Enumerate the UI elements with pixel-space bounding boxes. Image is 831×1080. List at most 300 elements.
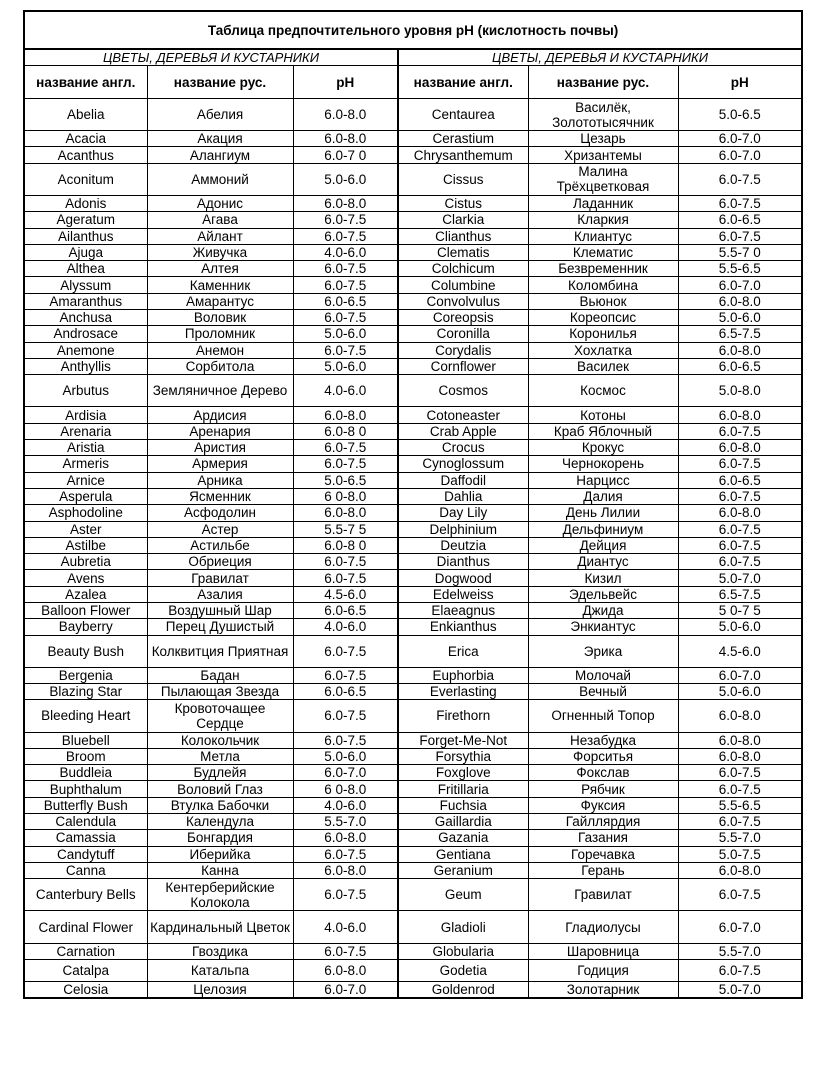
ph-right: 6.0-6.5	[678, 358, 802, 374]
plant-ru-right: Незабудка	[528, 732, 678, 748]
ph-right: 5.0-6.0	[678, 619, 802, 635]
table-row	[24, 846, 802, 862]
plant-en-right: Forsythia	[398, 748, 528, 764]
plant-en-left: Canna	[24, 862, 147, 878]
plant-ru-left: Обриеция	[147, 554, 293, 570]
ph-left: 5.0-6.5	[293, 472, 398, 488]
plant-ru-left: Гравилат	[147, 570, 293, 586]
plant-en-right: Godetia	[398, 959, 528, 981]
plant-ru-left: Бадан	[147, 667, 293, 683]
plant-en-right: Coronilla	[398, 326, 528, 342]
plant-en-left: Bayberry	[24, 619, 147, 635]
ph-left: 6.0-7.5	[293, 732, 398, 748]
table-row	[24, 554, 802, 570]
plant-ru-right: Джида	[528, 602, 678, 618]
table-row	[24, 326, 802, 342]
ph-left: 6.0-8.0	[293, 131, 398, 147]
plant-en-left: Catalpa	[24, 959, 147, 981]
plant-ru-right: Фокслав	[528, 765, 678, 781]
ph-right: 6.0-6.5	[678, 472, 802, 488]
table-body	[24, 99, 802, 999]
plant-en-left: Arbutus	[24, 375, 147, 407]
plant-en-left: Avens	[24, 570, 147, 586]
plant-ru-left: Земляничное Дерево	[147, 375, 293, 407]
plant-ru-right: Краб Яблочный	[528, 423, 678, 439]
ph-right: 6.0-7.5	[678, 814, 802, 830]
table-row	[24, 700, 802, 732]
ph-right: 6.0-7.5	[678, 521, 802, 537]
plant-ru-left: Армерия	[147, 456, 293, 472]
plant-en-right: Clematis	[398, 244, 528, 260]
plant-ru-right: Герань	[528, 862, 678, 878]
plant-ru-right: Безвременник	[528, 261, 678, 277]
plant-ru-right: Кизил	[528, 570, 678, 586]
plant-en-left: Beauty Bush	[24, 635, 147, 667]
plant-en-left: Asphodoline	[24, 505, 147, 521]
ph-left: 6.0-8 0	[293, 423, 398, 439]
plant-ru-right: Далия	[528, 488, 678, 504]
ph-right: 6.0-6.5	[678, 212, 802, 228]
ph-right: 6.0-7.0	[678, 911, 802, 943]
ph-left: 6.0-7.5	[293, 570, 398, 586]
plant-en-right: Dogwood	[398, 570, 528, 586]
ph-left: 4.0-6.0	[293, 375, 398, 407]
ph-right: 5.0-6.5	[678, 99, 802, 131]
plant-en-right: Clianthus	[398, 228, 528, 244]
table-row	[24, 537, 802, 553]
table-row	[24, 310, 802, 326]
plant-en-left: Bleeding Heart	[24, 700, 147, 732]
plant-ru-right: Эрика	[528, 635, 678, 667]
plant-en-right: Globularia	[398, 943, 528, 959]
ph-right: 6.5-7.5	[678, 586, 802, 602]
ph-right: 5.0-6.0	[678, 684, 802, 700]
plant-en-left: Celosia	[24, 981, 147, 998]
plant-ru-right: Энкиантус	[528, 619, 678, 635]
plant-en-left: Ageratum	[24, 212, 147, 228]
plant-en-right: Delphinium	[398, 521, 528, 537]
plant-en-left: Alyssum	[24, 277, 147, 293]
ph-right: 6.5-7.5	[678, 326, 802, 342]
plant-en-right: Dianthus	[398, 554, 528, 570]
table-row	[24, 521, 802, 537]
plant-en-left: Acacia	[24, 131, 147, 147]
ph-right: 6.0-7.5	[678, 537, 802, 553]
table-row	[24, 228, 802, 244]
ph-right: 5.0-7.5	[678, 846, 802, 862]
table-row	[24, 212, 802, 228]
plant-en-left: Ardisia	[24, 407, 147, 423]
table-row	[24, 244, 802, 260]
plant-ru-right: Фуксия	[528, 797, 678, 813]
table-row	[24, 879, 802, 911]
ph-right: 6.0-8.0	[678, 293, 802, 309]
plant-en-right: Colchicum	[398, 261, 528, 277]
table-row	[24, 797, 802, 813]
table-row	[24, 147, 802, 163]
plant-ru-left: Календула	[147, 814, 293, 830]
table-row	[24, 163, 802, 195]
ph-right: 6.0-7.5	[678, 488, 802, 504]
plant-en-left: Amaranthus	[24, 293, 147, 309]
ph-right: 5.5-7.0	[678, 943, 802, 959]
plant-ru-left: Живучка	[147, 244, 293, 260]
plant-ru-left: Алтея	[147, 261, 293, 277]
plant-ru-right: Малина Трёхцветковая	[528, 163, 678, 195]
ph-right: 5.0-7.0	[678, 981, 802, 998]
ph-right: 5 0-7 5	[678, 602, 802, 618]
ph-left: 6.0-7.5	[293, 635, 398, 667]
plant-ru-right: Форситья	[528, 748, 678, 764]
plant-en-right: Firethorn	[398, 700, 528, 732]
plant-ru-left: Колокольчик	[147, 732, 293, 748]
ph-left: 6.0-7.5	[293, 342, 398, 358]
plant-ru-right: Клиантус	[528, 228, 678, 244]
ph-table	[23, 10, 803, 999]
plant-ru-right: Цезарь	[528, 131, 678, 147]
plant-en-left: Candytuff	[24, 846, 147, 862]
ph-right: 6.0-7.5	[678, 456, 802, 472]
plant-en-left: Aubretia	[24, 554, 147, 570]
plant-ru-right: Крокус	[528, 440, 678, 456]
ph-left: 6.0-8.0	[293, 830, 398, 846]
ph-right: 5.0-8.0	[678, 375, 802, 407]
plant-en-right: Euphorbia	[398, 667, 528, 683]
plant-ru-right: Котоны	[528, 407, 678, 423]
plant-ru-right: Эдельвейс	[528, 586, 678, 602]
ph-left: 6.0-7.5	[293, 667, 398, 683]
ph-left: 6.0-7.5	[293, 212, 398, 228]
table-row	[24, 911, 802, 943]
plant-en-left: Cardinal Flower	[24, 911, 147, 943]
ph-left: 6.0-8 0	[293, 537, 398, 553]
ph-left: 6.0-7.0	[293, 981, 398, 998]
plant-en-right: Gazania	[398, 830, 528, 846]
table-row	[24, 423, 802, 439]
ph-right: 5.5-7.0	[678, 830, 802, 846]
ph-right: 5.5-7 0	[678, 244, 802, 260]
plant-ru-left: Азалия	[147, 586, 293, 602]
col-header-en-right: название англ.	[398, 66, 528, 99]
plant-en-right: Cynoglossum	[398, 456, 528, 472]
ph-left: 6.0-7.5	[293, 943, 398, 959]
ph-left: 6.0-8.0	[293, 195, 398, 211]
ph-right: 6.0-7.5	[678, 879, 802, 911]
plant-ru-left: Ясменник	[147, 488, 293, 504]
plant-en-right: Chrysanthemum	[398, 147, 528, 163]
plant-en-left: Arnice	[24, 472, 147, 488]
plant-ru-right: Газания	[528, 830, 678, 846]
ph-left: 6.0-7.5	[293, 846, 398, 862]
table-row	[24, 456, 802, 472]
plant-en-left: Aconitum	[24, 163, 147, 195]
ph-right: 6.0-8.0	[678, 407, 802, 423]
ph-right: 6.0-8.0	[678, 862, 802, 878]
plant-en-right: Daffodil	[398, 472, 528, 488]
ph-left: 5.0-6.0	[293, 326, 398, 342]
ph-right: 5.5-6.5	[678, 261, 802, 277]
plant-ru-right: Вьюнок	[528, 293, 678, 309]
plant-ru-right: Дельфиниум	[528, 521, 678, 537]
table-row	[24, 99, 802, 131]
table-row	[24, 981, 802, 998]
plant-en-right: Cornflower	[398, 358, 528, 374]
ph-left: 5.0-6.0	[293, 358, 398, 374]
plant-en-left: Anemone	[24, 342, 147, 358]
ph-left: 6.0-6.5	[293, 684, 398, 700]
ph-left: 5.5-7 5	[293, 521, 398, 537]
plant-en-right: Cistus	[398, 195, 528, 211]
plant-ru-right: Гладиолусы	[528, 911, 678, 943]
plant-ru-left: Перец Душистый	[147, 619, 293, 635]
table-row	[24, 684, 802, 700]
plant-ru-right: Хохлатка	[528, 342, 678, 358]
plant-en-right: Convolvulus	[398, 293, 528, 309]
plant-ru-right: Космос	[528, 375, 678, 407]
plant-ru-right: Молочай	[528, 667, 678, 683]
plant-en-right: Elaeagnus	[398, 602, 528, 618]
plant-ru-left: Кардинальный Цветок	[147, 911, 293, 943]
table-row	[24, 440, 802, 456]
plant-ru-left: Втулка Бабочки	[147, 797, 293, 813]
plant-ru-left: Айлант	[147, 228, 293, 244]
plant-en-left: Armeris	[24, 456, 147, 472]
plant-ru-right: Вечный	[528, 684, 678, 700]
plant-ru-right: Коронилья	[528, 326, 678, 342]
ph-left: 6.0-7.5	[293, 456, 398, 472]
plant-en-right: Cissus	[398, 163, 528, 195]
section-header-left: ЦВЕТЫ, ДЕРЕВЬЯ И КУСТАРНИКИ	[24, 49, 398, 66]
table-row	[24, 732, 802, 748]
ph-right: 6.0-8.0	[678, 700, 802, 732]
plant-en-right: Goldenrod	[398, 981, 528, 998]
ph-left: 4.0-6.0	[293, 619, 398, 635]
plant-ru-left: Гвоздика	[147, 943, 293, 959]
plant-en-right: Everlasting	[398, 684, 528, 700]
plant-ru-left: Будлейя	[147, 765, 293, 781]
plant-en-left: Bluebell	[24, 732, 147, 748]
table-row	[24, 781, 802, 797]
plant-en-left: Astilbe	[24, 537, 147, 553]
plant-en-left: Blazing Star	[24, 684, 147, 700]
table-title: Таблица предпочтительного уровня рН (кислотность почвы)	[24, 11, 802, 49]
table-row	[24, 472, 802, 488]
plant-ru-left: Бонгардия	[147, 830, 293, 846]
table-row	[24, 505, 802, 521]
plant-en-right: Fuchsia	[398, 797, 528, 813]
ph-left: 6.0-6.5	[293, 293, 398, 309]
plant-ru-right: Рябчик	[528, 781, 678, 797]
plant-ru-left: Анемон	[147, 342, 293, 358]
plant-ru-right: Огненный Топор	[528, 700, 678, 732]
plant-en-left: Butterfly Bush	[24, 797, 147, 813]
ph-right: 6.0-7.5	[678, 554, 802, 570]
ph-left: 6.0-7.5	[293, 700, 398, 732]
ph-left: 4.0-6.0	[293, 911, 398, 943]
ph-left: 6.0-7.5	[293, 879, 398, 911]
ph-right: 6.0-7.5	[678, 163, 802, 195]
ph-left: 6.0-7.0	[293, 765, 398, 781]
plant-en-right: Gladioli	[398, 911, 528, 943]
plant-ru-left: Алангиум	[147, 147, 293, 163]
ph-left: 5.5-7.0	[293, 814, 398, 830]
plant-ru-left: Асфодолин	[147, 505, 293, 521]
plant-ru-left: Аренария	[147, 423, 293, 439]
plant-en-left: Androsace	[24, 326, 147, 342]
plant-ru-left: Абелия	[147, 99, 293, 131]
ph-left: 4.0-6.0	[293, 797, 398, 813]
plant-en-left: Aster	[24, 521, 147, 537]
table-row	[24, 342, 802, 358]
plant-en-right: Gentiana	[398, 846, 528, 862]
table-row	[24, 407, 802, 423]
plant-ru-left: Воздушный Шар	[147, 602, 293, 618]
plant-en-right: Deutzia	[398, 537, 528, 553]
plant-ru-right: Горечавка	[528, 846, 678, 862]
ph-right: 6.0-7.5	[678, 781, 802, 797]
plant-en-right: Centaurea	[398, 99, 528, 131]
ph-left: 6.0-7.5	[293, 310, 398, 326]
table-row	[24, 943, 802, 959]
ph-left: 5.0-6.0	[293, 163, 398, 195]
plant-en-left: Canterbury Bells	[24, 879, 147, 911]
plant-en-right: Gaillardia	[398, 814, 528, 830]
table-row	[24, 261, 802, 277]
ph-left: 6 0-8.0	[293, 488, 398, 504]
plant-en-left: Azalea	[24, 586, 147, 602]
ph-right: 6.0-7.0	[678, 147, 802, 163]
plant-ru-left: Аристия	[147, 440, 293, 456]
table-row	[24, 375, 802, 407]
ph-left: 6.0-7.5	[293, 261, 398, 277]
ph-left: 6 0-8.0	[293, 781, 398, 797]
plant-en-right: Geum	[398, 879, 528, 911]
plant-en-right: Columbine	[398, 277, 528, 293]
plant-en-left: Adonis	[24, 195, 147, 211]
table-row	[24, 667, 802, 683]
plant-ru-left: Колквитция Приятная	[147, 635, 293, 667]
plant-en-right: Geranium	[398, 862, 528, 878]
ph-right: 4.5-6.0	[678, 635, 802, 667]
plant-en-left: Calendula	[24, 814, 147, 830]
ph-left: 6.0-8.0	[293, 407, 398, 423]
plant-en-left: Broom	[24, 748, 147, 764]
ph-right: 6.0-8.0	[678, 748, 802, 764]
plant-ru-left: Ардисия	[147, 407, 293, 423]
col-header-ph-right: pH	[678, 66, 802, 99]
plant-ru-left: Целозия	[147, 981, 293, 998]
plant-ru-left: Каменник	[147, 277, 293, 293]
plant-ru-right: Чернокорень	[528, 456, 678, 472]
ph-right: 6.0-7.5	[678, 959, 802, 981]
table-row	[24, 765, 802, 781]
ph-right: 6.0-7.0	[678, 277, 802, 293]
ph-right: 6.0-7.0	[678, 667, 802, 683]
plant-en-right: Edelweiss	[398, 586, 528, 602]
plant-ru-right: Диантус	[528, 554, 678, 570]
plant-en-left: Abelia	[24, 99, 147, 131]
ph-right: 5.0-7.0	[678, 570, 802, 586]
document-page	[23, 10, 801, 999]
plant-en-right: Fritillaria	[398, 781, 528, 797]
plant-ru-right: Золотарник	[528, 981, 678, 998]
ph-right: 6.0-7.5	[678, 765, 802, 781]
plant-en-left: Ajuga	[24, 244, 147, 260]
plant-ru-right: Кларкия	[528, 212, 678, 228]
ph-right: 6.0-8.0	[678, 505, 802, 521]
plant-en-right: Cosmos	[398, 375, 528, 407]
col-header-en-left: название англ.	[24, 66, 147, 99]
plant-ru-left: Пылающая Звезда	[147, 684, 293, 700]
ph-left: 6.0-6.5	[293, 602, 398, 618]
plant-en-left: Buphthalum	[24, 781, 147, 797]
plant-en-right: Foxglove	[398, 765, 528, 781]
plant-ru-right: Хризантемы	[528, 147, 678, 163]
plant-ru-right: День Лилии	[528, 505, 678, 521]
plant-en-left: Carnation	[24, 943, 147, 959]
plant-en-left: Camassia	[24, 830, 147, 846]
plant-ru-left: Сорбитола	[147, 358, 293, 374]
ph-left: 6.0-8.0	[293, 99, 398, 131]
plant-ru-left: Воловий Глаз	[147, 781, 293, 797]
plant-en-right: Forget-Me-Not	[398, 732, 528, 748]
table-row	[24, 358, 802, 374]
plant-en-right: Dahlia	[398, 488, 528, 504]
plant-en-left: Althea	[24, 261, 147, 277]
plant-ru-right: Шаровница	[528, 943, 678, 959]
table-row	[24, 830, 802, 846]
table-row	[24, 131, 802, 147]
plant-en-right: Crab Apple	[398, 423, 528, 439]
ph-right: 6.0-7.5	[678, 195, 802, 211]
plant-ru-left: Проломник	[147, 326, 293, 342]
ph-right: 5.5-6.5	[678, 797, 802, 813]
plant-en-left: Bergenia	[24, 667, 147, 683]
plant-en-right: Crocus	[398, 440, 528, 456]
ph-right: 6.0-8.0	[678, 732, 802, 748]
plant-ru-right: Кореопсис	[528, 310, 678, 326]
ph-right: 6.0-8.0	[678, 342, 802, 358]
plant-en-right: Day Lily	[398, 505, 528, 521]
plant-ru-left: Канна	[147, 862, 293, 878]
ph-left: 6.0-7.5	[293, 440, 398, 456]
plant-ru-left: Воловик	[147, 310, 293, 326]
plant-ru-right: Клематис	[528, 244, 678, 260]
plant-en-left: Asperula	[24, 488, 147, 504]
plant-en-right: Cerastium	[398, 131, 528, 147]
plant-en-right: Enkianthus	[398, 619, 528, 635]
plant-en-left: Ailanthus	[24, 228, 147, 244]
plant-en-left: Aristia	[24, 440, 147, 456]
plant-ru-left: Кентерберийские Колокола	[147, 879, 293, 911]
ph-right: 6.0-8.0	[678, 440, 802, 456]
table-row	[24, 959, 802, 981]
plant-ru-right: Гравилат	[528, 879, 678, 911]
plant-ru-right: Коломбина	[528, 277, 678, 293]
table-row	[24, 602, 802, 618]
table-row	[24, 862, 802, 878]
table-row	[24, 748, 802, 764]
plant-ru-left: Аммоний	[147, 163, 293, 195]
ph-right: 6.0-7.5	[678, 423, 802, 439]
ph-left: 5.0-6.0	[293, 748, 398, 764]
plant-ru-right: Ладанник	[528, 195, 678, 211]
plant-ru-right: Нарцисс	[528, 472, 678, 488]
plant-en-right: Erica	[398, 635, 528, 667]
plant-en-left: Buddleia	[24, 765, 147, 781]
col-header-ru-left: название рус.	[147, 66, 293, 99]
ph-left: 6.0-8.0	[293, 505, 398, 521]
